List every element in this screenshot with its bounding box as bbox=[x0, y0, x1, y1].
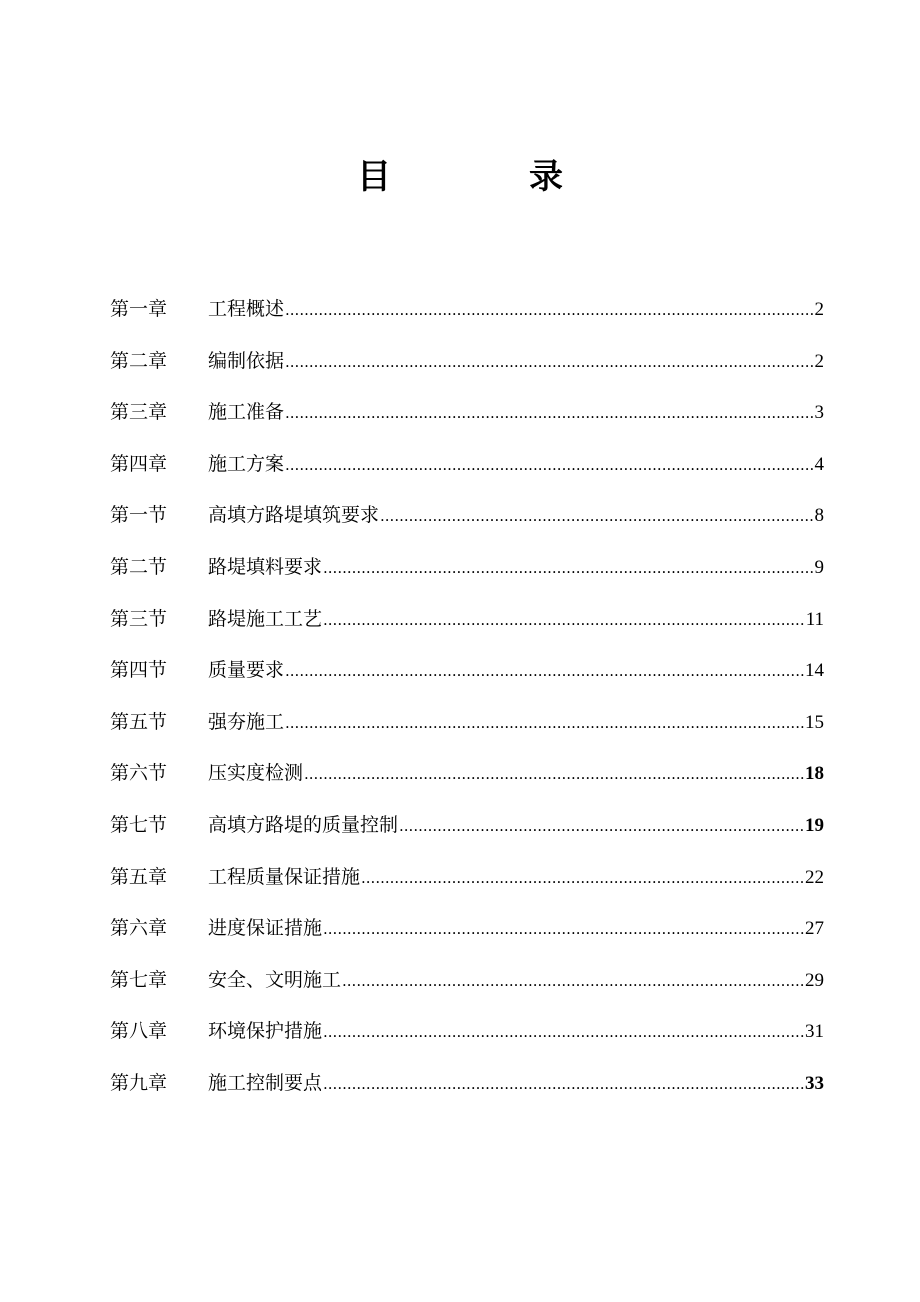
toc-entry-title: 进度保证措施 bbox=[208, 917, 323, 940]
toc-dot-leader bbox=[304, 751, 804, 797]
toc-dot-leader bbox=[285, 390, 813, 436]
toc-entry-page: 14 bbox=[805, 660, 824, 682]
toc-entry[interactable] bbox=[110, 441, 824, 493]
toc-dot-leader bbox=[285, 700, 804, 746]
toc-entry-title: 施工准备 bbox=[208, 401, 285, 424]
toc-entry-title: 路堤施工工艺 bbox=[208, 607, 323, 630]
toc-entry[interactable] bbox=[110, 596, 824, 648]
toc-entry-page: 31 bbox=[805, 1021, 824, 1043]
toc-entry[interactable] bbox=[110, 957, 824, 1009]
toc-entry[interactable] bbox=[110, 492, 824, 544]
toc-dot-leader bbox=[323, 906, 804, 952]
toc-entry[interactable] bbox=[110, 286, 824, 338]
toc-entry-page: 8 bbox=[814, 505, 824, 527]
toc-entry[interactable] bbox=[110, 699, 824, 751]
toc-entry-label: 第二节 bbox=[110, 555, 168, 578]
toc-entry-label: 第二章 bbox=[110, 349, 168, 372]
toc-dot-leader bbox=[380, 493, 813, 539]
toc-entry-page: 9 bbox=[814, 556, 824, 578]
toc-entry-page: 29 bbox=[805, 969, 824, 991]
toc-entry-label: 第三节 bbox=[110, 607, 168, 630]
toc-entry[interactable] bbox=[110, 544, 824, 596]
toc-entry[interactable] bbox=[110, 1060, 824, 1112]
toc-entry-page: 33 bbox=[805, 1072, 824, 1094]
toc-entry-title: 强夯施工 bbox=[208, 710, 285, 733]
toc-entry[interactable] bbox=[110, 750, 824, 802]
toc-entry-title: 环境保护措施 bbox=[208, 1020, 323, 1043]
toc-dot-leader bbox=[323, 597, 805, 643]
toc-entry-page: 11 bbox=[805, 608, 824, 630]
toc-entry-title: 编制依据 bbox=[208, 349, 285, 372]
toc-entry-page: 19 bbox=[805, 814, 824, 836]
toc-entry-page: 27 bbox=[805, 918, 824, 940]
toc-entry[interactable] bbox=[110, 1008, 824, 1060]
toc-entry-page: 3 bbox=[814, 402, 824, 424]
toc-entry-title: 路堤填料要求 bbox=[208, 555, 323, 578]
toc-dot-leader bbox=[285, 339, 813, 385]
toc-entry-page: 2 bbox=[814, 350, 824, 372]
toc-entry[interactable] bbox=[110, 802, 824, 854]
toc-entry-label: 第六节 bbox=[110, 762, 168, 785]
toc-dot-leader bbox=[399, 803, 804, 849]
toc-entry-title: 工程概述 bbox=[208, 298, 285, 320]
toc-entry-label: 第三章 bbox=[110, 401, 168, 424]
toc-dot-leader bbox=[285, 442, 813, 488]
toc-entry-label: 第七章 bbox=[110, 968, 168, 991]
toc-entry-label: 第一章 bbox=[110, 298, 168, 320]
toc-dot-leader bbox=[285, 287, 813, 333]
toc-entry-page: 15 bbox=[805, 711, 824, 733]
toc-dot-leader bbox=[323, 1061, 804, 1107]
page-title: 目 录 bbox=[357, 157, 615, 197]
toc-entry-label: 第四节 bbox=[110, 659, 168, 682]
toc-entry-title: 高填方路堤填筑要求 bbox=[208, 504, 380, 527]
toc-entry[interactable] bbox=[110, 854, 824, 906]
toc-dot-leader bbox=[323, 1009, 804, 1055]
toc-entry-title: 工程质量保证措施 bbox=[208, 865, 361, 888]
toc-entry[interactable] bbox=[110, 389, 824, 441]
toc-dot-leader bbox=[361, 855, 804, 901]
toc-entry-title: 施工控制要点 bbox=[208, 1071, 323, 1094]
toc-entry-page: 2 bbox=[814, 299, 824, 320]
toc-entry[interactable] bbox=[110, 338, 824, 390]
toc-entry-label: 第五节 bbox=[110, 710, 168, 733]
toc-entry-label: 第七节 bbox=[110, 813, 168, 836]
toc-entry-label: 第一节 bbox=[110, 504, 168, 527]
toc-entry-title: 高填方路堤的质量控制 bbox=[208, 813, 399, 836]
toc-dot-leader bbox=[323, 545, 813, 591]
toc-entry-page: 4 bbox=[814, 453, 824, 475]
toc-entry[interactable] bbox=[110, 905, 824, 957]
toc-entry-title: 施工方案 bbox=[208, 452, 285, 475]
toc-entry-label: 第四章 bbox=[110, 452, 168, 475]
toc-dot-leader bbox=[285, 648, 804, 694]
toc-entry-label: 第六章 bbox=[110, 917, 168, 940]
toc-entry-page: 22 bbox=[805, 866, 824, 888]
toc-entry[interactable] bbox=[110, 647, 824, 699]
toc-entry-page: 18 bbox=[805, 763, 824, 785]
toc-entry-title: 压实度检测 bbox=[208, 762, 304, 785]
toc-dot-leader bbox=[342, 958, 804, 1004]
toc-entry-label: 第八章 bbox=[110, 1020, 168, 1043]
table-of-contents bbox=[110, 286, 824, 1112]
toc-entry-label: 第五章 bbox=[110, 865, 168, 888]
toc-entry-title: 质量要求 bbox=[208, 659, 285, 682]
toc-entry-title: 安全、文明施工 bbox=[208, 968, 342, 991]
toc-entry-label: 第九章 bbox=[110, 1071, 168, 1094]
